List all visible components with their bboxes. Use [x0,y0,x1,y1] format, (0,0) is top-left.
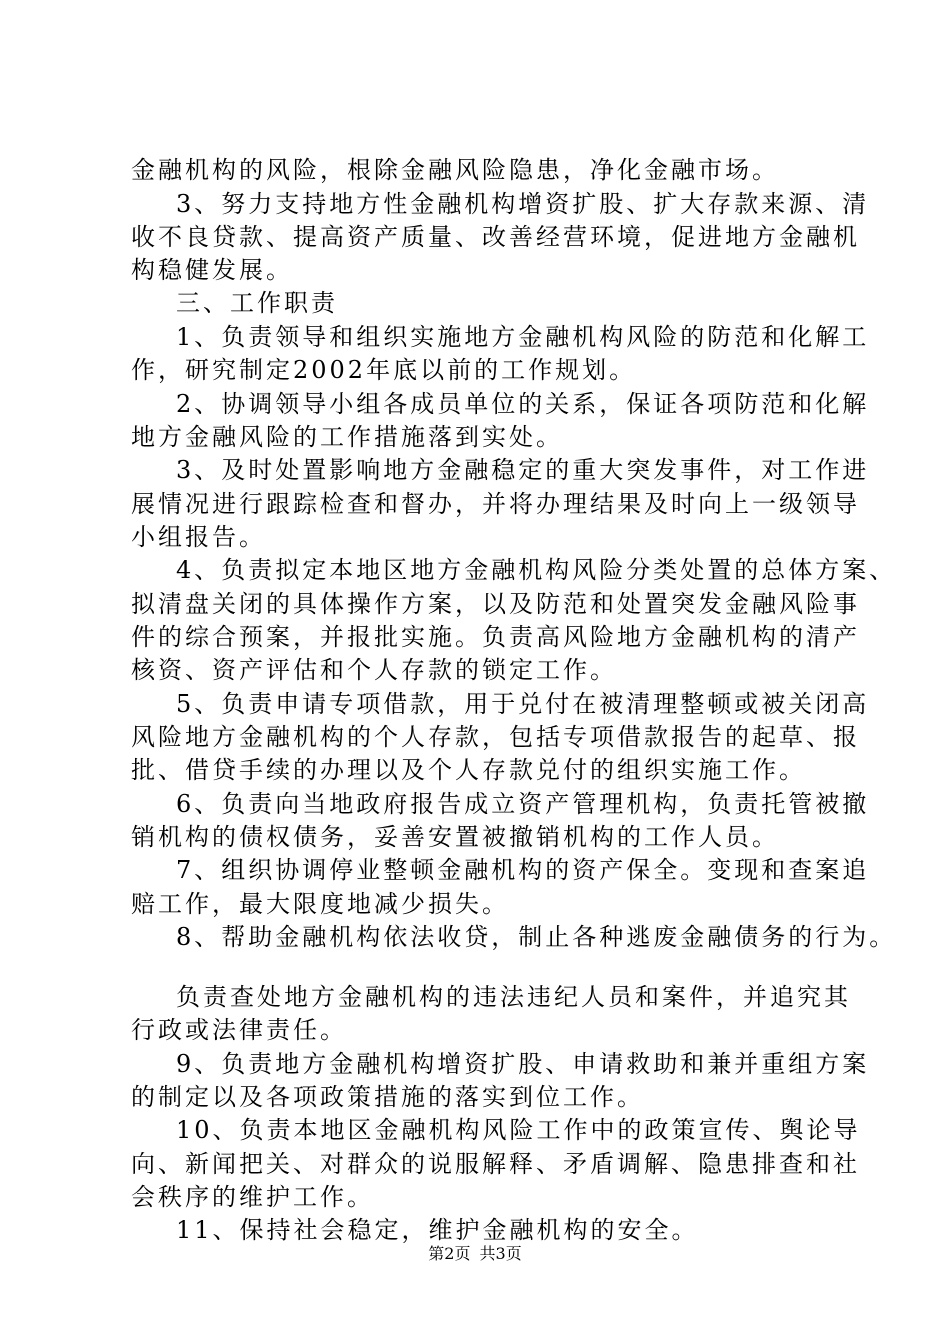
text-line: 3、努力支持地方性金融机构增资扩股、扩大存款来源、清 [176,190,870,218]
section-heading: 三、工作职责 [176,289,338,317]
page-footer [0,1244,950,1264]
text-line: 展情况进行跟踪检查和督办，并将办理结果及时向上一级领导 [131,490,860,518]
text-line: 5、负责申请专项借款，用于兑付在被清理整顿或被关闭高 [176,690,870,718]
text-line: 负责查处地方金融机构的违法违纪人员和案件，并追究其 [176,983,851,1011]
text-line: 风险地方金融机构的个人存款，包括专项借款报告的起草、报 [131,723,860,751]
text-line: 金融机构的风险，根除金融风险隐患，净化金融市场。 [131,156,779,184]
text-line: 构稳健发展。 [131,256,293,284]
text-line: 4、负责拟定本地区地方金融机构风险分类处置的总体方案、 [176,556,897,584]
text-line: 7、组织协调停业整顿金融机构的资产保全。变现和查案追 [176,856,870,884]
text-line: 地方金融风险的工作措施落到实处。 [131,423,563,451]
text-line: 行政或法律责任。 [131,1016,347,1044]
text-line: 会秩序的维护工作。 [131,1183,374,1211]
text-line: 批、借贷手续的办理以及个人存款兑付的组织实施工作。 [131,756,806,784]
text-line: 8、帮助金融机构依法收贷，制止各种逃废金融债务的行为。 [176,923,897,951]
text-line: 销机构的债权债务，妥善安置被撤销机构的工作人员。 [131,823,779,851]
text-line: 6、负责向当地政府报告成立资产管理机构，负责托管被撤 [176,790,870,818]
text-line: 9、负责地方金融机构增资扩股、申请救助和兼并重组方案 [176,1050,870,1078]
text-line: 2、协调领导小组各成员单位的关系，保证各项防范和化解 [176,390,870,418]
text-line: 收不良贷款、提高资产质量、改善经营环境，促进地方金融机 [131,223,860,251]
text-line: 拟清盘关闭的具体操作方案，以及防范和处置突发金融风险事 [131,590,860,618]
text-line: 11、保持社会稳定，维护金融机构的安全。 [176,1216,699,1244]
text-line: 赔工作，最大限度地减少损失。 [131,890,509,918]
page-total: 共3页 [479,1244,522,1263]
text-line: 向、新闻把关、对群众的说服解释、矛盾调解、隐患排查和社 [131,1150,860,1178]
text-line: 核资、资产评估和个人存款的锁定工作。 [131,656,617,684]
text-line: 作，研究制定2002年底以前的工作规划。 [131,356,637,384]
text-line: 的制定以及各项政策措施的落实到位工作。 [131,1083,644,1111]
text-line: 10、负责本地区金融机构风险工作中的政策宣传、舆论导 [176,1116,861,1144]
text-line: 小组报告。 [131,523,266,551]
text-line: 件的综合预案，并报批实施。负责高风险地方金融机构的清产 [131,623,860,651]
text-line: 1、负责领导和组织实施地方金融机构风险的防范和化解工 [176,323,870,351]
page-number: 第2页 [428,1244,471,1263]
text-line: 3、及时处置影响地方金融稳定的重大突发事件，对工作进 [176,456,870,484]
